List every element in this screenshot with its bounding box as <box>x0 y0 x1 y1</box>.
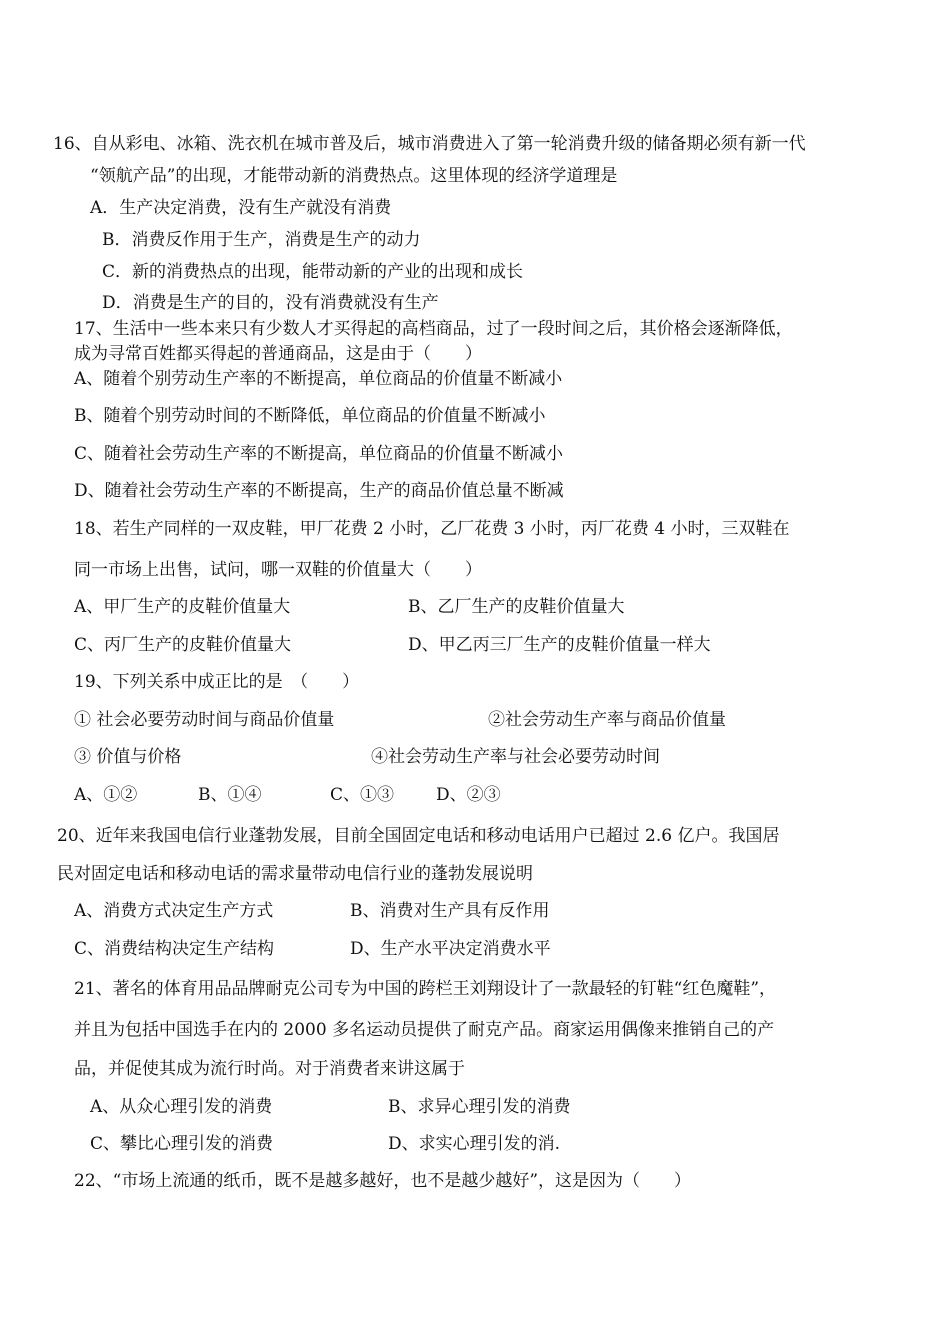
question-17-option-b: B、随着个别劳动时间的不断降低，单位商品的价值量不断减小 <box>74 406 546 426</box>
question-17-option-c: C、随着社会劳动生产率的不断提高，单位商品的价值量不断减小 <box>74 444 564 464</box>
question-18-option-c: C、丙厂生产的皮鞋价值量大 <box>74 635 292 655</box>
question-17-stem-line-2: 成为寻常百姓都买得起的普通商品，这是由于（ ） <box>74 344 482 364</box>
question-19-item-3: ③ 价值与价格 <box>74 747 182 767</box>
question-18-option-a: A、甲厂生产的皮鞋价值量大 <box>74 597 291 617</box>
question-21-option-c: C、攀比心理引发的消费 <box>90 1134 274 1154</box>
question-21-stem-line-1: 21、著名的体育用品品牌耐克公司专为中国的跨栏王刘翔设计了一款最轻的钉鞋“红色魔鞋”， <box>74 979 777 999</box>
question-22-stem: 22、“市场上流通的纸币，既不是越多越好，也不是越少越好”，这是因为（ ） <box>74 1171 692 1191</box>
question-19-item-4: ④社会劳动生产率与社会必要劳动时间 <box>371 747 660 767</box>
question-17-option-a: A、随着个别劳动生产率的不断提高，单位商品的价值量不断减小 <box>74 369 563 389</box>
question-21-stem-line-3: 品，并促使其成为流行时尚。对于消费者来讲这属于 <box>74 1059 465 1079</box>
question-18-option-b: B、乙厂生产的皮鞋价值量大 <box>408 597 625 617</box>
question-20-option-a: A、消费方式决定生产方式 <box>74 901 274 921</box>
question-18-option-d: D、甲乙丙三厂生产的皮鞋价值量一样大 <box>408 635 711 655</box>
question-19-stem: 19、下列关系中成正比的是 （ ） <box>74 672 360 692</box>
question-20-stem-line-2: 民对固定电话和移动电话的需求量带动电信行业的蓬勃发展说明 <box>57 864 533 884</box>
question-20-option-b: B、消费对生产具有反作用 <box>350 901 550 921</box>
question-16-option-a: A．生产决定消费，没有生产就没有消费 <box>90 198 392 218</box>
question-21-option-b: B、求异心理引发的消费 <box>388 1097 571 1117</box>
question-19-option-b: B、①④ <box>198 785 262 805</box>
question-19-option-c: C、①③ <box>330 785 395 805</box>
question-20-option-d: D、生产水平决定消费水平 <box>350 939 551 959</box>
question-20-stem-line-1: 20、近年来我国电信行业蓬勃发展，目前全国固定电话和移动电话用户已超过 2.6 亿户。我国居 <box>57 826 780 846</box>
question-17-stem-line-1: 17、生活中一些本来只有少数人才买得起的高档商品，过了一段时间之后，其价格会逐渐降低， <box>74 319 793 339</box>
question-16-stem-line-1: 16、自从彩电、冰箱、洗衣机在城市普及后，城市消费进入了第一轮消费升级的储备期必须有新一代 <box>53 134 806 154</box>
question-16-option-b: B．消费反作用于生产，消费是生产的动力 <box>102 230 421 250</box>
question-19-item-1: ① 社会必要劳动时间与商品价值量 <box>74 710 335 730</box>
question-19-option-a: A、①② <box>74 785 138 805</box>
question-17-option-d: D、随着社会劳动生产率的不断提高，生产的商品价值总量不断减 <box>74 481 564 501</box>
question-21-option-a: A、从众心理引发的消费 <box>90 1097 273 1117</box>
question-18-stem-line-1: 18、若生产同样的一双皮鞋，甲厂花费 2 小时，乙厂花费 3 小时，丙厂花费 4 小时，三双鞋在 <box>74 519 790 539</box>
question-21-option-d: D、求实心理引发的消. <box>388 1134 561 1154</box>
question-16-stem-line-2: “领航产品”的出现，才能带动新的消费热点。这里体现的经济学道理是 <box>90 166 618 186</box>
question-16-option-d: D．消费是生产的目的，没有消费就没有生产 <box>102 293 439 313</box>
question-19-item-2: ②社会劳动生产率与商品价值量 <box>488 710 726 730</box>
question-16-option-c: C．新的消费热点的出现，能带动新的产业的出现和成长 <box>102 262 524 282</box>
question-18-stem-line-2: 同一市场上出售，试问，哪一双鞋的价值量大（ ） <box>74 560 482 580</box>
question-21-stem-line-2: 并且为包括中国选手在内的 2000 多名运动员提供了耐克产品。商家运用偶像来推销自己的产 <box>74 1020 775 1040</box>
question-19-option-d: D、②③ <box>436 785 501 805</box>
question-20-option-c: C、消费结构决定生产结构 <box>74 939 275 959</box>
